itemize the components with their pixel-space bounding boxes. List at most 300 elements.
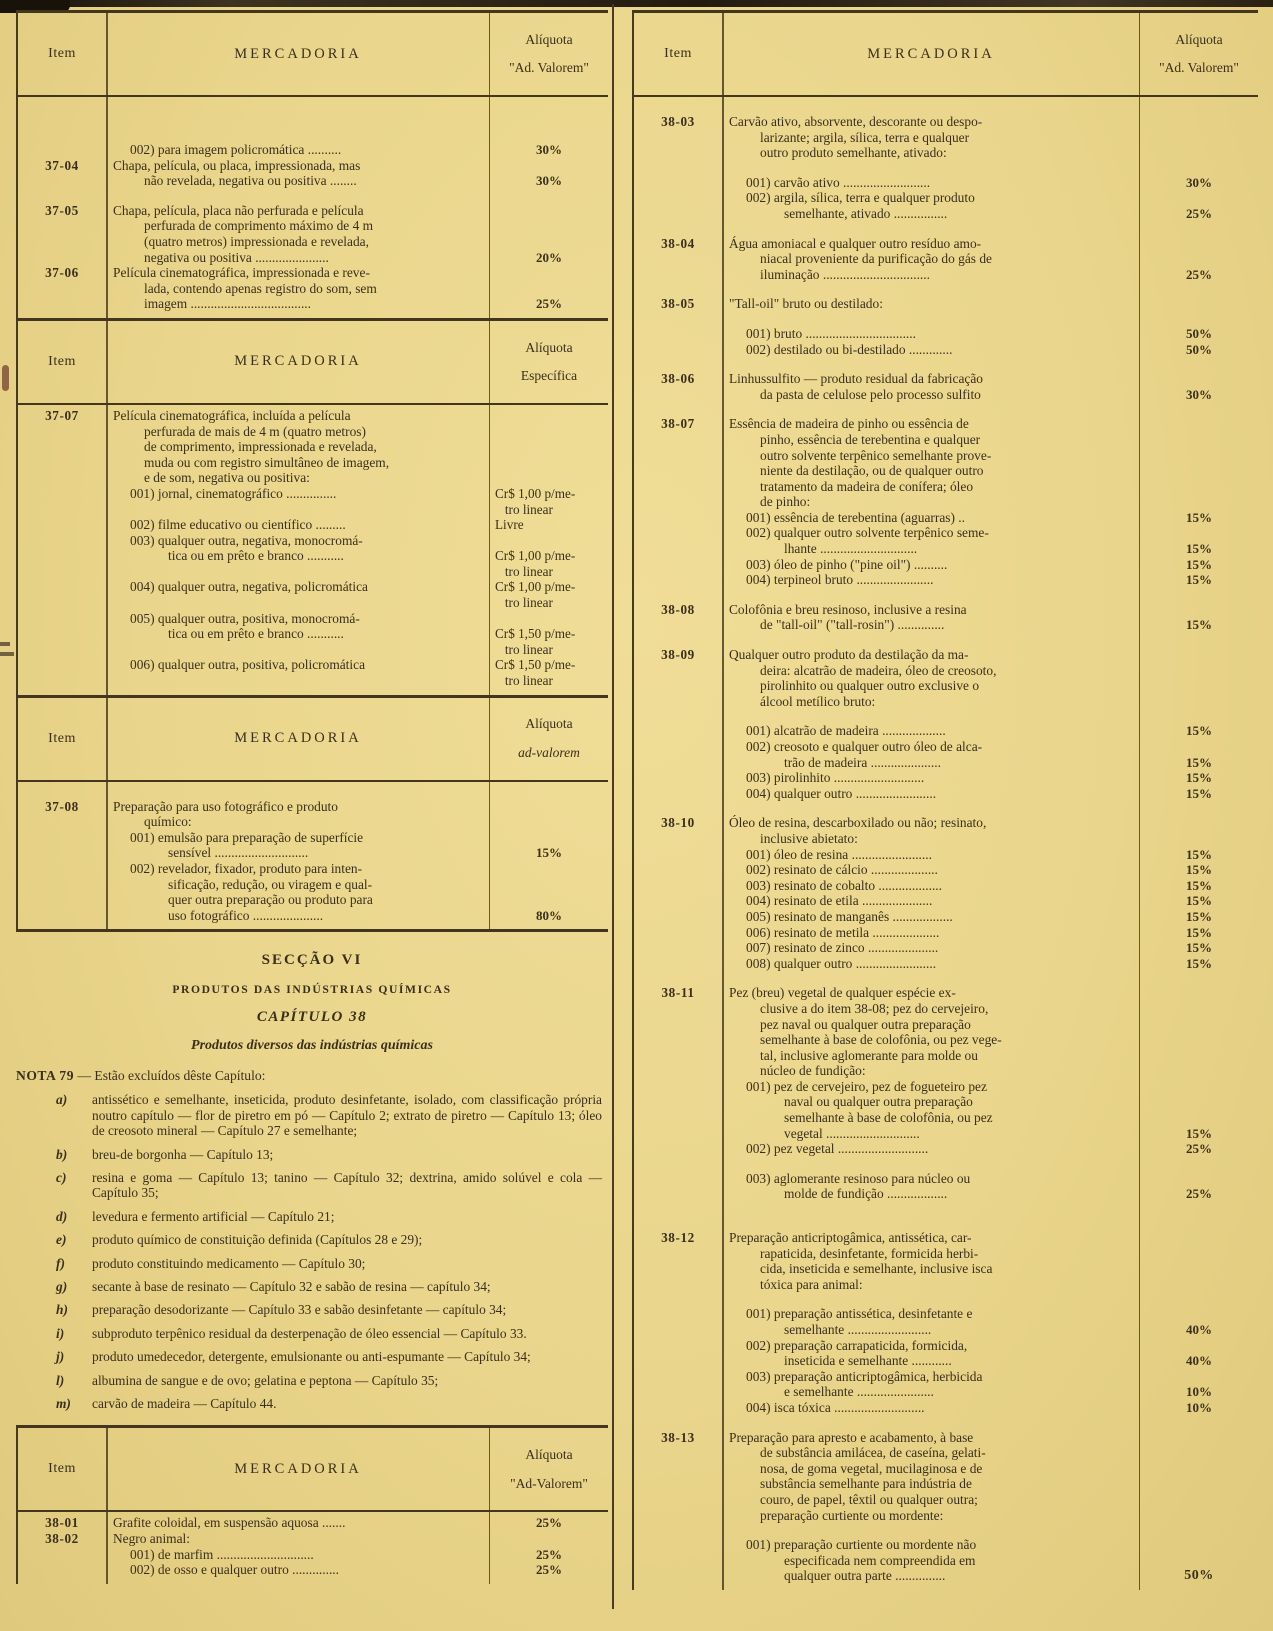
desc-line: trão de madeira ..................... (784, 754, 941, 770)
aliquota-line2: "Ad. Valorem" (509, 60, 589, 76)
item-number (634, 831, 722, 847)
item-number (634, 1537, 722, 1553)
col-header-mercadoria: MERCADORIA (234, 1460, 362, 1477)
item-number (634, 956, 722, 972)
rate-value: Cr$ 1,50 p/me- (495, 626, 576, 642)
item-number (18, 173, 106, 189)
item-number (634, 387, 722, 403)
table-line (634, 602, 1258, 618)
rate-value (1140, 1063, 1258, 1079)
item-number (634, 770, 722, 786)
rate-value: 25% (536, 1515, 562, 1531)
desc-line: iluminação ................................ (760, 266, 930, 282)
table-line (634, 1230, 1258, 1246)
nota-item-text: subproduto terpênico residual da desterpenação de óleo essencial — Capítulo 33. (92, 1325, 527, 1341)
desc-line: núcleo de fundição: (760, 1063, 866, 1079)
nota-item-text: breu-de borgonha — Capítulo 13; (92, 1146, 274, 1162)
spacer-line (634, 971, 1258, 985)
desc-line: tratamento da madeira de conífera; óleo (760, 478, 974, 494)
item-number (634, 206, 722, 222)
desc-line: Óleo de resina, descarboxilado ou não; resinato, (729, 815, 987, 831)
rate-value (490, 218, 608, 234)
rate-value: tro linear (495, 641, 553, 657)
item-number: 37-05 (45, 202, 79, 218)
item-number (634, 1277, 722, 1293)
desc-line (106, 502, 490, 518)
rate-value (490, 470, 608, 486)
spacer-line (634, 1292, 1258, 1306)
nota-item (56, 1147, 608, 1162)
item-number (634, 541, 722, 557)
desc-line: 002) de osso e qualquer outro .............. (130, 1562, 340, 1578)
desc-line: tal, inclusive aglomerante para molde ou (760, 1047, 978, 1063)
rate-value: 15% (1186, 940, 1212, 956)
rate-value (1140, 1171, 1258, 1187)
table-line (634, 770, 1258, 786)
desc-line: vegetal ............................ (784, 1125, 920, 1141)
nota-item (56, 1302, 608, 1317)
item-number (634, 1568, 722, 1584)
spacer-line (634, 282, 1258, 296)
table-line (634, 463, 1258, 479)
item-number (18, 234, 106, 250)
item-number: 38-13 (661, 1429, 695, 1445)
table-line (634, 145, 1258, 161)
desc-line (106, 642, 490, 658)
desc-line: e semelhante ....................... (784, 1384, 934, 1400)
table-line (18, 408, 608, 424)
tariff-table-38-advalorem (16, 1425, 608, 1583)
rate-value: 15% (1186, 723, 1212, 739)
item-number (634, 510, 722, 526)
col-header-item: Item (48, 1461, 76, 1477)
rate-value: 15% (1186, 924, 1212, 940)
table-line (18, 642, 608, 658)
item-number (18, 142, 106, 158)
item-number (634, 557, 722, 573)
nota-item (56, 1373, 608, 1388)
scan-ink-blob (2, 365, 9, 391)
desc-line: Chapa, película, ou placa, impressionada, mas (113, 157, 361, 173)
table-line (634, 1094, 1258, 1110)
table-line (18, 281, 608, 297)
rate-value: 40% (1186, 1322, 1212, 1337)
desc-line: químico: (144, 814, 192, 830)
table-line (18, 533, 608, 549)
item-number (18, 517, 106, 533)
rate-value (1140, 1110, 1258, 1126)
item-number (18, 439, 106, 455)
rate-value (1140, 416, 1258, 432)
table-line (634, 739, 1258, 755)
table-line (634, 541, 1258, 557)
table-line (634, 723, 1258, 739)
table-line (634, 342, 1258, 358)
nota-item-label: b) (56, 1146, 68, 1162)
table-line (634, 206, 1258, 222)
rate-value (1140, 432, 1258, 448)
table-line (634, 1553, 1258, 1569)
table-line (18, 845, 608, 861)
desc-line: Essência de madeira de pinho ou essência de (729, 416, 969, 432)
item-number (634, 1001, 722, 1017)
rate-value: 15% (1186, 617, 1212, 633)
desc-line: 002) qualquer outro solvente terpênico seme- (746, 525, 989, 541)
table-line (634, 130, 1258, 146)
table-line (18, 626, 608, 642)
desc-line: niacal proveniente da purificação do gás de (760, 251, 992, 267)
item-number (634, 1032, 722, 1048)
desc-line: semelhante, ativado ................ (784, 205, 948, 221)
rate-value: tro linear (495, 595, 553, 611)
spacer-line (634, 633, 1258, 647)
rate-value (490, 814, 608, 830)
item-number (634, 1338, 722, 1354)
desc-line (106, 595, 490, 611)
item-number (18, 296, 106, 312)
rate-value: 50% (1186, 341, 1212, 357)
nota-item-text: secante à base de resinato — Capítulo 32 e sabão de resina — capítulo 34; (92, 1279, 491, 1295)
table-line (634, 387, 1258, 403)
item-number (634, 893, 722, 909)
nota-item-label: e) (56, 1232, 67, 1248)
desc-line: de substância amilácea, de caseína, gelati- (760, 1445, 986, 1461)
item-number (18, 642, 106, 658)
desc-line: sensível ............................ (168, 845, 309, 861)
desc-line: Qualquer outro produto da destilação da ma- (729, 647, 969, 663)
spacer-line (634, 801, 1258, 815)
rate-value (490, 892, 608, 908)
nota-intro (16, 1068, 608, 1084)
nota-item (56, 1326, 608, 1341)
aliquota-line1: Alíquota (525, 339, 573, 355)
desc-line: 004) resinato de etila ..................... (746, 893, 933, 909)
rate-value (490, 1531, 608, 1547)
table-line (634, 1508, 1258, 1524)
item-number (634, 847, 722, 863)
item-number (18, 611, 106, 627)
aliquota-line1: Alíquota (525, 716, 573, 732)
item-number (18, 1562, 106, 1578)
desc-line: naval ou qualquer outra preparação (784, 1094, 973, 1110)
rate-value (490, 203, 608, 219)
col-header-mercadoria: MERCADORIA (234, 45, 362, 62)
desc-line: substância semelhante para indústria de (760, 1476, 972, 1492)
table-line (634, 1461, 1258, 1477)
table-line (634, 678, 1258, 694)
desc-line: 003) aglomerante resinoso para núcleo ou (746, 1170, 971, 1186)
item-number (18, 579, 106, 595)
desc-line (106, 673, 490, 689)
nota-item-label: h) (56, 1302, 68, 1318)
rate-value: 25% (536, 296, 562, 312)
rate-value (490, 611, 608, 627)
aliquota-line2: Específica (520, 368, 578, 384)
spacer-line (634, 312, 1258, 326)
table-body (634, 97, 1258, 1590)
item-number (634, 1017, 722, 1033)
desc-line: 003) preparação anticriptogâmica, herbicida (746, 1368, 983, 1384)
table-line (18, 877, 608, 893)
table-body (18, 405, 608, 695)
table-line (18, 892, 608, 908)
table-line (634, 1063, 1258, 1079)
rate-value (1140, 463, 1258, 479)
desc-line: 003) óleo de pinho ("pine oil") .......... (746, 556, 948, 572)
rate-value: 15% (1186, 846, 1212, 862)
item-number: 38-10 (661, 815, 695, 831)
nota-item-label: i) (56, 1325, 65, 1341)
nota-intro-text: — Estão excluídos dêste Capítulo: (77, 1068, 266, 1084)
desc-line: deira: alcatrão de madeira, óleo de creosoto, (760, 662, 997, 678)
rate-value: 15% (1186, 541, 1212, 557)
nota-item (56, 1349, 608, 1364)
table-line (18, 657, 608, 673)
desc-line: 005) qualquer outra, positiva, monocromá- (130, 610, 360, 626)
item-number (18, 548, 106, 564)
desc-line: Linhussulfito — produto residual da fabricação (729, 371, 983, 387)
rate-value: Cr$ 1,00 p/me- (495, 579, 576, 595)
desc-line: 001) preparação curtiente ou mordente não (746, 1537, 977, 1553)
item-number: 37-06 (45, 265, 79, 281)
table-header (18, 13, 608, 97)
desc-line: 002) resinato de cálcio .................... (746, 862, 938, 878)
rate-value (490, 158, 608, 174)
chapter-subtitle: Produtos diversos das indústrias químicas (191, 1038, 433, 1054)
scan-edge-artifact-top (0, 0, 1273, 7)
item-number (634, 1186, 722, 1202)
desc-line: 008) qualquer outro ........................ (746, 955, 937, 971)
rate-value: Cr$ 1,50 p/me- (495, 657, 576, 673)
desc-line: 001) alcatrão de madeira ................... (746, 723, 946, 739)
table-line (634, 893, 1258, 909)
table-line (18, 1531, 608, 1547)
rate-value (490, 439, 608, 455)
table-line (634, 940, 1258, 956)
item-number (18, 657, 106, 673)
nota-item-label: l) (56, 1372, 65, 1388)
rate-value: 15% (536, 845, 562, 861)
nota-item-text: produto químico de constituição definida (Capítulos 28 e 29); (92, 1232, 423, 1248)
item-number (634, 1048, 722, 1064)
item-number (18, 564, 106, 580)
table-line (634, 1338, 1258, 1354)
item-number (634, 1508, 722, 1524)
item-number (634, 878, 722, 894)
table-line (18, 799, 608, 815)
tariff-table-37-especifica (16, 318, 608, 695)
rate-value: 20% (536, 249, 562, 265)
rate-value (1140, 1338, 1258, 1354)
item-number: 38-09 (661, 647, 695, 663)
desc-line: da pasta de celulose pelo processo sulfito (760, 386, 981, 402)
spacer-line (634, 709, 1258, 723)
spacer-line (634, 588, 1258, 602)
aliquota-line1: Alíquota (525, 1447, 573, 1463)
rate-value (1140, 1079, 1258, 1095)
desc-line: qualquer outra parte ............... (784, 1568, 946, 1584)
rate-value: 25% (1186, 266, 1212, 282)
rate-value (1140, 371, 1258, 387)
rate-value (1140, 190, 1258, 206)
item-number (634, 448, 722, 464)
table-line (18, 296, 608, 312)
desc-line: Carvão ativo, absorvente, descorante ou despo- (729, 114, 983, 129)
table-line (18, 1515, 608, 1531)
desc-line: tóxica para animal: (760, 1276, 863, 1292)
rate-value (1140, 1032, 1258, 1048)
item-number (634, 1126, 722, 1142)
item-number (634, 1400, 722, 1416)
item-number (634, 786, 722, 802)
desc-line: 004) isca tóxica ........................... (746, 1399, 925, 1415)
section-subtitle: PRODUTOS DAS INDÚSTRIAS QUÍMICAS (172, 983, 452, 997)
item-number (634, 1476, 722, 1492)
table-line (634, 1186, 1258, 1202)
item-number (634, 494, 722, 510)
table-line (18, 218, 608, 234)
table-line (634, 525, 1258, 541)
table-line (634, 1492, 1258, 1508)
table-line (634, 1430, 1258, 1446)
nota-item (56, 1232, 608, 1247)
rate-value: 15% (1186, 754, 1212, 770)
nota-item (56, 1170, 608, 1201)
table-line (634, 1261, 1258, 1277)
rate-value (490, 533, 608, 549)
desc-line: Colofônia e breu resinoso, inclusive a resina (729, 601, 967, 617)
table-line (634, 1171, 1258, 1187)
rate-value: 30% (536, 173, 562, 189)
table-line (18, 908, 608, 924)
item-number (634, 1369, 722, 1385)
rate-value: Livre (495, 517, 524, 533)
nota-item-label: d) (56, 1208, 68, 1224)
item-number: 37-08 (45, 798, 79, 814)
desc-line: 002) argila, sílica, terra e qualquer produto (746, 190, 975, 206)
table-line (18, 502, 608, 518)
table-header (634, 13, 1258, 97)
table-line (634, 1384, 1258, 1400)
table-line (18, 142, 608, 158)
rate-value (1140, 1017, 1258, 1033)
desc-line: semelhante ......................... (784, 1322, 932, 1337)
table-line (18, 424, 608, 440)
table-line (18, 203, 608, 219)
item-number: 38-07 (661, 416, 695, 432)
spacer-line (634, 1416, 1258, 1430)
table-line (18, 814, 608, 830)
item-number (18, 502, 106, 518)
rate-value (1140, 448, 1258, 464)
desc-line: 004) qualquer outro ........................ (746, 785, 937, 801)
item-number: 38-11 (661, 985, 695, 1001)
desc-line: 001) de marfim ............................. (130, 1546, 314, 1562)
nota-item-label: j) (56, 1349, 65, 1365)
table-line (634, 663, 1258, 679)
rate-value: tro linear (495, 563, 553, 579)
table-line (634, 432, 1258, 448)
item-number (634, 1171, 722, 1187)
desc-line: niente da destilação, ou de qualquer outro (760, 463, 984, 479)
desc-line: 002) preparação carrapaticida, formicida, (746, 1337, 968, 1353)
desc-line: imagem .................................... (144, 296, 311, 312)
item-number (634, 267, 722, 283)
desc-line: Chapa, película, placa não perfurada e película (113, 202, 364, 218)
desc-line: rapaticida, desinfetante, formicida herbi- (760, 1245, 979, 1261)
nota-item-text: preparação desodorizante — Capítulo 33 e sabão desinfetante — capítulo 34; (92, 1302, 507, 1318)
rate-value (1140, 602, 1258, 618)
rate-value (490, 861, 608, 877)
rate-value: 50% (1186, 325, 1212, 341)
rate-value: 30% (1186, 174, 1212, 190)
table-line (634, 1445, 1258, 1461)
rate-value (1140, 1492, 1258, 1508)
table-line (634, 1476, 1258, 1492)
table-line (18, 579, 608, 595)
rate-value: 15% (1186, 556, 1212, 572)
col-header-item: Item (664, 46, 692, 61)
nota-item (56, 1256, 608, 1271)
spacer-line (634, 1202, 1258, 1216)
item-number (634, 925, 722, 941)
item-number: 38-06 (661, 371, 695, 387)
item-number: 38-05 (661, 296, 695, 312)
rate-value: 15% (1186, 908, 1212, 924)
rate-value (490, 799, 608, 815)
item-number (634, 1553, 722, 1569)
rate-value: tro linear (495, 673, 553, 689)
spacer-line (634, 222, 1258, 236)
table-line (18, 486, 608, 502)
spacer-line (634, 100, 1258, 114)
desc-line: 002) pez vegetal ........................... (746, 1141, 929, 1157)
item-number (18, 470, 106, 486)
table-line (18, 234, 608, 250)
table-line (634, 1141, 1258, 1157)
desc-line: Preparação para uso fotográfico e produto (113, 798, 338, 814)
item-number (634, 479, 722, 495)
desc-line: uso fotográfico ..................... (168, 907, 324, 923)
desc-line: e de som, negativa ou positiva: (144, 470, 310, 486)
item-number (634, 1246, 722, 1262)
table-line (634, 786, 1258, 802)
aliquota-line1: Alíquota (1175, 31, 1223, 47)
desc-line: 005) resinato de manganês .................. (746, 908, 953, 924)
item-number (18, 533, 106, 549)
table-line (634, 925, 1258, 941)
rate-value (1140, 1001, 1258, 1017)
desc-line: tica ou em prêto e branco ........... (168, 626, 344, 642)
rate-value (1140, 1277, 1258, 1293)
item-number (634, 525, 722, 541)
rate-value (490, 408, 608, 424)
item-number (18, 455, 106, 471)
table-line (18, 265, 608, 281)
table-line (18, 564, 608, 580)
rate-value (1140, 1430, 1258, 1446)
item-number (18, 281, 106, 297)
rate-value (1140, 1445, 1258, 1461)
item-number (634, 342, 722, 358)
item-number (634, 326, 722, 342)
col-header-aliquota (490, 321, 608, 403)
rate-value (1140, 1537, 1258, 1553)
table-line (634, 847, 1258, 863)
rate-value (1140, 251, 1258, 267)
rate-value: Cr$ 1,00 p/me- (495, 548, 576, 564)
desc-line: especificada nem compreendida em (784, 1552, 976, 1568)
